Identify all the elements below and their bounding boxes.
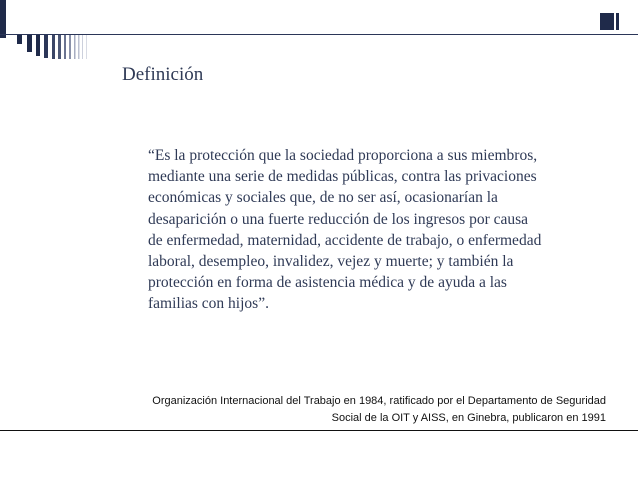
quote-line: de enfermedad, maternidad, accidente de trabajo, o enfermedad bbox=[148, 231, 542, 249]
source-line: Organización Internacional del Trabajo en 1984, ratificado por el Departamento de Seguridad bbox=[152, 395, 606, 407]
quote-line: “Es la protección que la sociedad proporciona a sus miembros, bbox=[148, 147, 538, 164]
divider-line bbox=[0, 430, 638, 431]
source-line: Social de la OIT y AISS, en Ginebra, publicaron en 1991 bbox=[331, 412, 606, 424]
quote-line: protección en forma de asistencia médica y de ayuda a las bbox=[148, 274, 507, 292]
quote-line: familias con hijos”. bbox=[148, 295, 269, 313]
quote-line: desaparición o una fuerte reducción de los ingresos por causa bbox=[148, 210, 529, 228]
decorative-bars-graphic bbox=[0, 0, 638, 60]
decorative-bars bbox=[0, 0, 638, 60]
quote-line: laboral, desempleo, invalidez, vejez y muerte; y también la bbox=[148, 253, 514, 271]
quote-line: económicas y sociales que, de no ser así, ocasionarían la bbox=[148, 189, 498, 207]
quote-line: mediante una serie de medidas públicas, contra las privaciones bbox=[148, 168, 537, 186]
slide-title: Definición bbox=[122, 64, 204, 85]
definition-quote bbox=[148, 145, 608, 315]
source-citation bbox=[40, 393, 606, 427]
